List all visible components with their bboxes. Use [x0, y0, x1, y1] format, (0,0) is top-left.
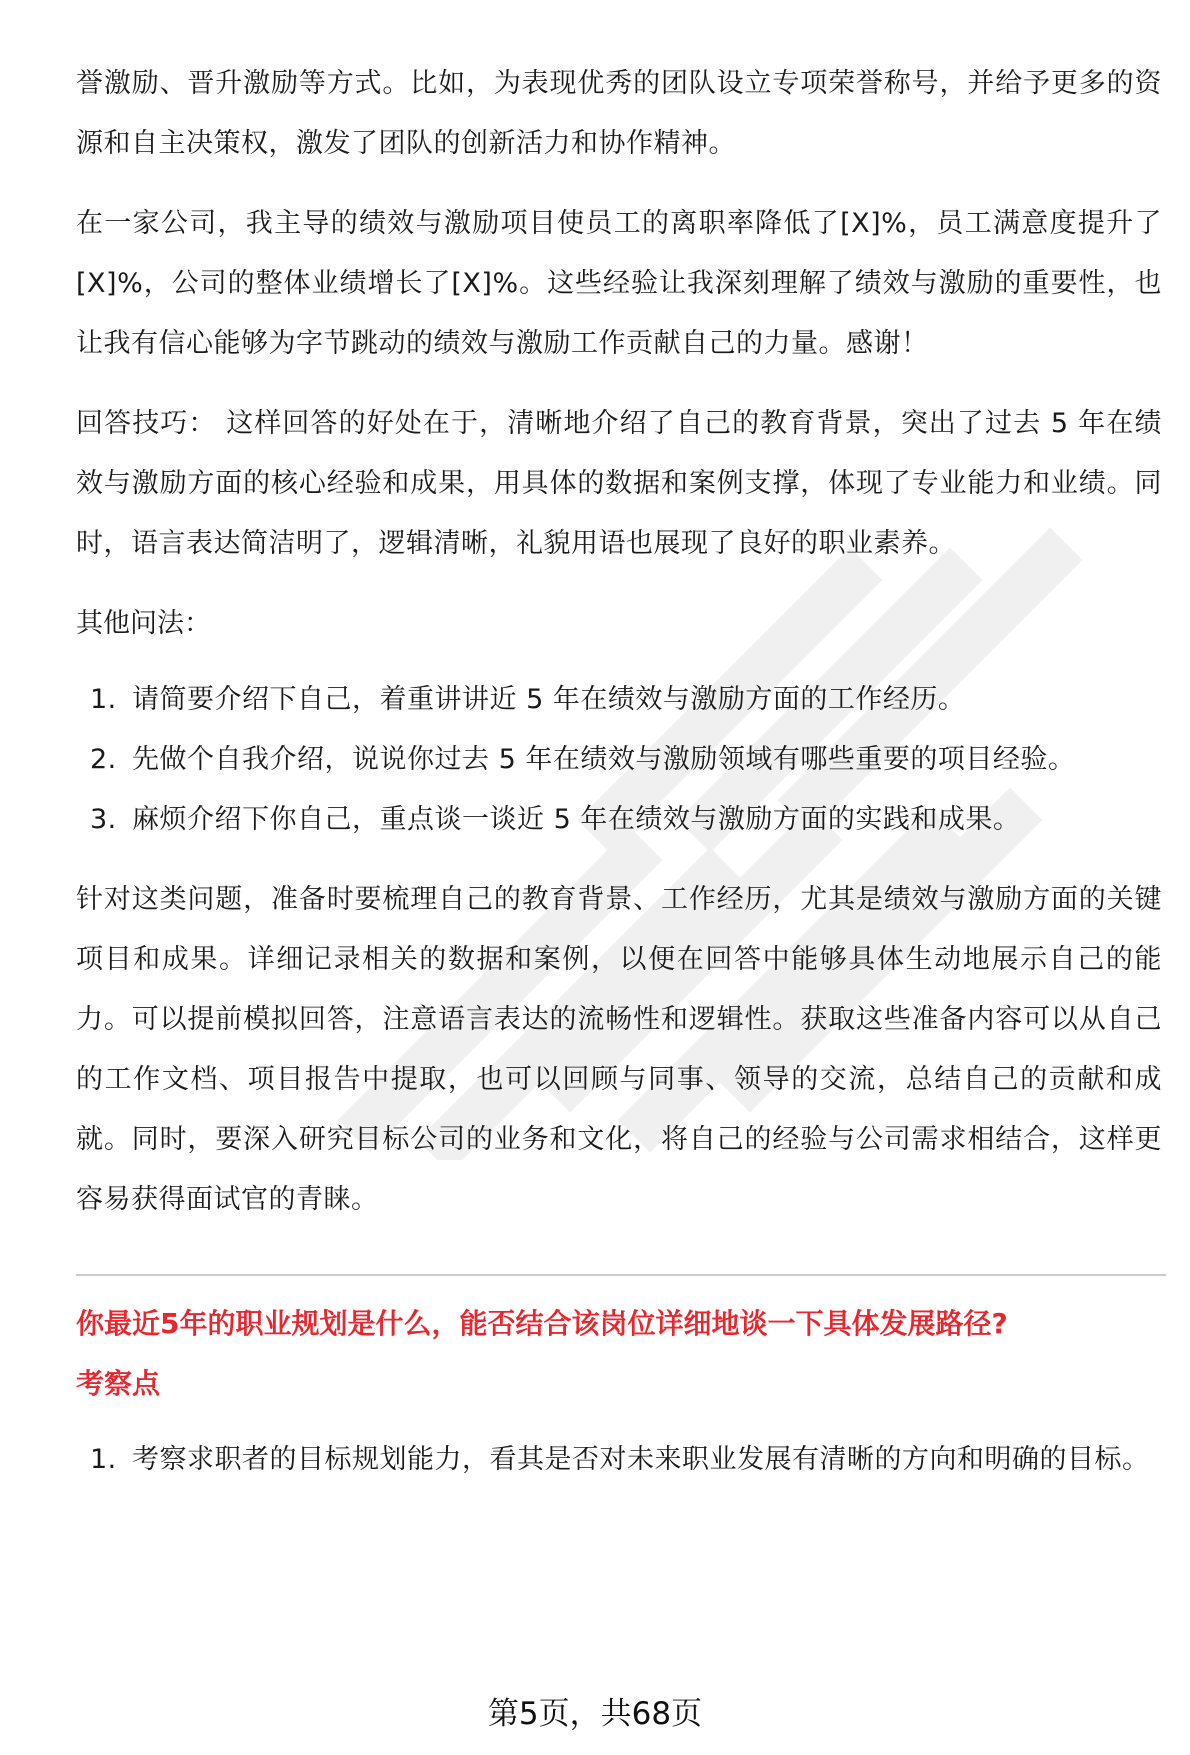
question-title: 你最近5年的职业规划是什么，能否结合该岗位详细地谈一下具体发展路径?	[76, 1307, 1008, 1340]
paragraph-preparation-advice: 针对这类问题，准备时要梳理自己的教育背景、工作经历，尤其是绩效与激励方面的关键项目和成果。详细记录相关的数据和案例，以便在回答中能够具体生动地展示自己的能力。可以提前模拟回答，注意语言表达的流畅性和逻辑性。获取这些准备内容可以从自己的工作文档、项目报告中提取，也可以回顾与同事、领导的交流，总结自己的贡献和成就。同时，要深入研究目标公司的业务和文化，将自己的经验与公司需求相结合，这样更容易获得面试官的青睐。	[76, 884, 1162, 1215]
list-number: 3.	[90, 804, 117, 835]
paragraph-results: 在一家公司，我主导的绩效与激励项目使员工的离职率降低了[X]%，员工满意度提升了[X]%，公司的整体业绩增长了[X]%。这些经验让我深刻理解了绩效与激励的重要性，也让我有信心能够为字节跳动的绩效与激励工作贡献自己的力量。感谢！	[76, 208, 1162, 359]
list-number: 1.	[90, 1444, 117, 1475]
list-item-text: 请简要介绍下自己，着重讲讲近 5 年在绩效与激励方面的工作经历。	[132, 684, 966, 715]
content-column	[76, 54, 1162, 1490]
list-item	[76, 670, 1162, 730]
section-divider	[76, 1274, 1166, 1276]
page-footer: 第5页，共68页	[487, 1696, 703, 1732]
paragraph-answer-tips: 回答技巧： 这样回答的好处在于，清晰地介绍了自己的教育背景，突出了过去 5 年在绩效与激励方面的核心经验和成果，用具体的数据和案例支撑，体现了专业能力和业绩。同时，语言表达简洁明了，逻辑清晰，礼貌用语也展现了良好的职业素养。	[76, 408, 1162, 559]
section-label-assessment: 考察点	[76, 1367, 161, 1400]
list-item-text: 先做个自我介绍，说说你过去 5 年在绩效与激励领域有哪些重要的项目经验。	[132, 744, 1076, 775]
paragraph-incentive-continuation: 誉激励、晋升激励等方式。比如，为表现优秀的团队设立专项荣誉称号，并给予更多的资源和自主决策权，激发了团队的创新活力和协作精神。	[76, 68, 1162, 159]
list-item-text: 考察求职者的目标规划能力，看其是否对未来职业发展有清晰的方向和明确的目标。	[132, 1444, 1150, 1475]
assessment-points-list	[76, 1430, 1162, 1490]
list-item	[76, 790, 1162, 850]
list-item-text: 麻烦介绍下你自己，重点谈一谈近 5 年在绩效与激励方面的实践和成果。	[132, 804, 1021, 835]
list-item	[76, 1430, 1162, 1490]
list-item	[76, 730, 1162, 790]
other-asks-label: 其他问法：	[76, 608, 211, 639]
list-number: 1.	[90, 684, 117, 715]
other-asks-list	[76, 670, 1162, 850]
list-number: 2.	[90, 744, 117, 775]
